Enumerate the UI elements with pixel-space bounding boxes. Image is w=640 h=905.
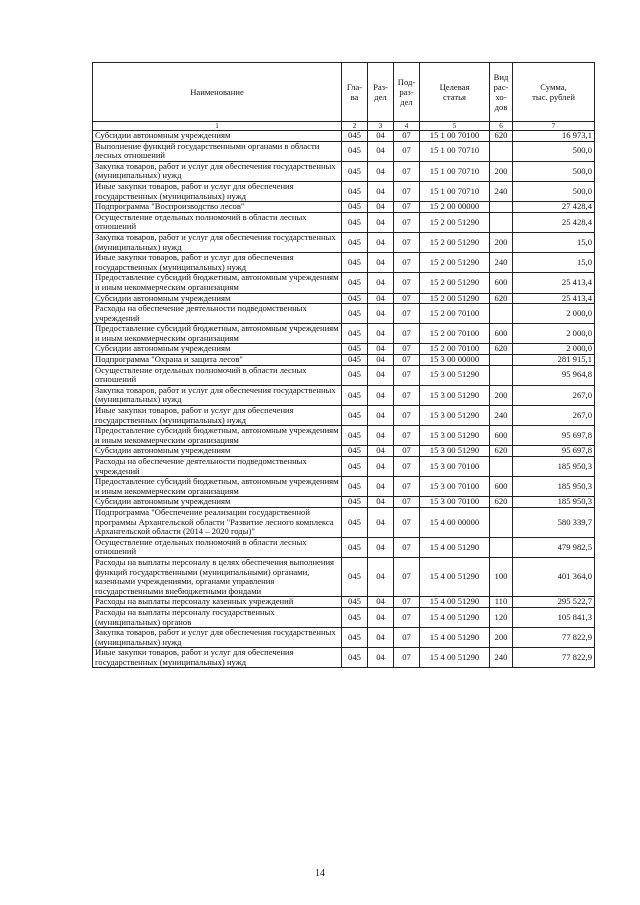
row-expense-type (490, 212, 513, 232)
row-name: Подпрограмма "Воспроизводство лесов" (93, 202, 342, 213)
row-expense-type (490, 141, 513, 161)
table-row (93, 507, 595, 537)
row-subsection: 07 (394, 507, 420, 537)
row-section: 04 (368, 385, 394, 405)
row-section: 04 (368, 324, 394, 344)
row-expense-type (490, 457, 513, 477)
table-row (93, 293, 595, 304)
table-row (93, 406, 595, 426)
row-subsection: 07 (394, 426, 420, 446)
row-section: 04 (368, 212, 394, 232)
row-chapter: 045 (342, 537, 368, 557)
row-name: Расходы на обеспечение деятельности подведомственных учреждений (93, 457, 342, 477)
row-target: 15 3 00 70100 (420, 497, 490, 508)
row-section: 04 (368, 161, 394, 181)
row-amount: 25 413,4 (513, 273, 595, 293)
row-chapter: 045 (342, 446, 368, 457)
row-name: Закупка товаров, работ и услуг для обеспечения государственных (муниципальных) нужд (93, 232, 342, 252)
table-row (93, 446, 595, 457)
header-amount: Сумма, тыс. рублей (513, 63, 595, 122)
row-expense-type: 240 (490, 253, 513, 273)
header-row (93, 63, 595, 122)
row-subsection: 07 (394, 446, 420, 457)
row-expense-type: 240 (490, 648, 513, 668)
row-target: 15 2 00 00000 (420, 202, 490, 213)
row-subsection: 07 (394, 273, 420, 293)
row-subsection: 07 (394, 365, 420, 385)
row-name: Закупка товаров, работ и услуг для обеспечения государственных (муниципальных) нужд (93, 628, 342, 648)
row-section: 04 (368, 497, 394, 508)
row-subsection: 07 (394, 628, 420, 648)
row-chapter: 045 (342, 648, 368, 668)
row-name: Иные закупки товаров, работ и услуг для обеспечения государственных (муниципальных) нужд (93, 648, 342, 668)
header-chapter: Гла- ва (342, 63, 368, 122)
row-expense-type: 620 (490, 497, 513, 508)
row-amount: 105 841,3 (513, 607, 595, 627)
row-amount: 15,0 (513, 253, 595, 273)
row-name: Субсидии автономным учреждениям (93, 446, 342, 457)
row-section: 04 (368, 232, 394, 252)
table-row (93, 273, 595, 293)
row-chapter: 045 (342, 293, 368, 304)
table-row (93, 181, 595, 201)
row-name: Предоставление субсидий бюджетным, автономным учреждениям и иным некоммерческим организациям (93, 426, 342, 446)
row-expense-type: 620 (490, 293, 513, 304)
row-name: Закупка товаров, работ и услуг для обеспечения государственных (муниципальных) нужд (93, 385, 342, 405)
row-target: 15 2 00 51290 (420, 212, 490, 232)
table-row (93, 202, 595, 213)
row-subsection: 07 (394, 212, 420, 232)
row-subsection: 07 (394, 324, 420, 344)
row-chapter: 045 (342, 355, 368, 366)
row-chapter: 045 (342, 507, 368, 537)
row-chapter: 045 (342, 365, 368, 385)
row-section: 04 (368, 648, 394, 668)
column-number: 6 (490, 122, 513, 131)
row-chapter: 045 (342, 181, 368, 201)
table-body (93, 131, 595, 668)
row-name: Предоставление субсидий бюджетным, автономным учреждениям и иным некоммерческим организациям (93, 477, 342, 497)
row-name: Иные закупки товаров, работ и услуг для обеспечения государственных (муниципальных) нужд (93, 253, 342, 273)
row-amount: 401 364,0 (513, 557, 595, 596)
row-chapter: 045 (342, 497, 368, 508)
header-expense-type: Вид рас- хо- дов (490, 63, 513, 122)
row-name: Расходы на выплаты персоналу в целях обеспечения выполнения функций государственными (муниципальными) органами, казенными учреждениями, органами управления государственными внебюджетными фондами (93, 557, 342, 596)
row-chapter: 045 (342, 141, 368, 161)
row-amount: 479 982,5 (513, 537, 595, 557)
row-section: 04 (368, 537, 394, 557)
row-expense-type (490, 355, 513, 366)
row-name: Выполнение функций государственными органами в области лесных отношений (93, 141, 342, 161)
row-target: 15 4 00 51290 (420, 557, 490, 596)
row-chapter: 045 (342, 597, 368, 608)
row-subsection: 07 (394, 232, 420, 252)
row-subsection: 07 (394, 406, 420, 426)
row-target: 15 2 00 70100 (420, 324, 490, 344)
row-name: Предоставление субсидий бюджетным, автономным учреждениям и иным некоммерческим организациям (93, 324, 342, 344)
row-target: 15 1 00 70100 (420, 131, 490, 142)
row-expense-type: 620 (490, 344, 513, 355)
row-section: 04 (368, 253, 394, 273)
row-amount: 295 522,7 (513, 597, 595, 608)
row-expense-type (490, 304, 513, 324)
row-name: Расходы на выплаты персоналу государственных (муниципальных) органов (93, 607, 342, 627)
row-section: 04 (368, 628, 394, 648)
column-number: 3 (368, 122, 394, 131)
column-number: 2 (342, 122, 368, 131)
row-amount: 95 964,8 (513, 365, 595, 385)
table-row (93, 385, 595, 405)
row-name: Субсидии автономным учреждениям (93, 293, 342, 304)
row-subsection: 07 (394, 537, 420, 557)
row-chapter: 045 (342, 324, 368, 344)
row-expense-type: 200 (490, 628, 513, 648)
row-expense-type: 600 (490, 273, 513, 293)
row-section: 04 (368, 426, 394, 446)
row-chapter: 045 (342, 131, 368, 142)
row-expense-type: 200 (490, 161, 513, 181)
row-section: 04 (368, 446, 394, 457)
table-row (93, 607, 595, 627)
row-target: 15 1 00 70710 (420, 181, 490, 201)
row-chapter: 045 (342, 253, 368, 273)
row-expense-type: 110 (490, 597, 513, 608)
row-target: 15 2 00 51290 (420, 273, 490, 293)
row-chapter: 045 (342, 457, 368, 477)
table-row (93, 161, 595, 181)
row-subsection: 07 (394, 161, 420, 181)
row-section: 04 (368, 507, 394, 537)
row-name: Субсидии автономным учреждениям (93, 497, 342, 508)
row-section: 04 (368, 365, 394, 385)
row-subsection: 07 (394, 607, 420, 627)
table-row (93, 324, 595, 344)
header-section: Раз- дел (368, 63, 394, 122)
column-number: 1 (93, 122, 342, 131)
row-name: Осуществление отдельных полномочий в области лесных отношений (93, 365, 342, 385)
row-amount: 281 915,1 (513, 355, 595, 366)
row-amount: 500,0 (513, 181, 595, 201)
row-expense-type: 620 (490, 446, 513, 457)
row-target: 15 1 00 70710 (420, 161, 490, 181)
row-target: 15 3 00 51290 (420, 406, 490, 426)
row-name: Закупка товаров, работ и услуг для обеспечения государственных (муниципальных) нужд (93, 161, 342, 181)
row-target: 15 3 00 51290 (420, 365, 490, 385)
row-amount: 2 000,0 (513, 304, 595, 324)
table-row (93, 477, 595, 497)
page-number: 14 (315, 868, 325, 879)
row-chapter: 045 (342, 212, 368, 232)
row-subsection: 07 (394, 253, 420, 273)
row-expense-type: 120 (490, 607, 513, 627)
row-target: 15 3 00 51290 (420, 426, 490, 446)
table-row (93, 141, 595, 161)
row-section: 04 (368, 557, 394, 596)
row-target: 15 3 00 70100 (420, 477, 490, 497)
table-row (93, 365, 595, 385)
row-name: Субсидии автономным учреждениям (93, 131, 342, 142)
row-target: 15 3 00 00000 (420, 355, 490, 366)
row-subsection: 07 (394, 304, 420, 324)
row-chapter: 045 (342, 273, 368, 293)
row-chapter: 045 (342, 628, 368, 648)
row-target: 15 1 00 70710 (420, 141, 490, 161)
row-section: 04 (368, 131, 394, 142)
row-expense-type: 240 (490, 181, 513, 201)
row-expense-type (490, 507, 513, 537)
row-name: Осуществление отдельных полномочий в области лесных отношений (93, 537, 342, 557)
row-name: Предоставление субсидий бюджетным, автономным учреждениям и иным некоммерческим организациям (93, 273, 342, 293)
row-target: 15 4 00 51290 (420, 648, 490, 668)
row-target: 15 3 00 51290 (420, 446, 490, 457)
row-section: 04 (368, 304, 394, 324)
header-target: Целевая статья (420, 63, 490, 122)
table-row (93, 648, 595, 668)
row-amount: 16 973,1 (513, 131, 595, 142)
row-section: 04 (368, 141, 394, 161)
row-target: 15 4 00 00000 (420, 507, 490, 537)
row-section: 04 (368, 181, 394, 201)
row-chapter: 045 (342, 161, 368, 181)
row-expense-type: 600 (490, 426, 513, 446)
row-subsection: 07 (394, 457, 420, 477)
row-expense-type: 240 (490, 406, 513, 426)
header-name: Наименование (93, 63, 342, 122)
table-row (93, 344, 595, 355)
row-target: 15 2 00 51290 (420, 293, 490, 304)
row-name: Осуществление отдельных полномочий в области лесных отношений (93, 212, 342, 232)
column-number: 7 (513, 122, 595, 131)
table-row (93, 253, 595, 273)
row-expense-type (490, 537, 513, 557)
row-subsection: 07 (394, 557, 420, 596)
row-expense-type: 200 (490, 385, 513, 405)
row-chapter: 045 (342, 406, 368, 426)
row-section: 04 (368, 477, 394, 497)
table-row (93, 557, 595, 596)
row-amount: 27 428,4 (513, 202, 595, 213)
row-amount: 25 413,4 (513, 293, 595, 304)
row-section: 04 (368, 597, 394, 608)
row-subsection: 07 (394, 202, 420, 213)
row-amount: 267,0 (513, 406, 595, 426)
row-target: 15 2 00 70100 (420, 304, 490, 324)
row-amount: 25 428,4 (513, 212, 595, 232)
row-subsection: 07 (394, 293, 420, 304)
row-expense-type: 100 (490, 557, 513, 596)
row-amount: 500,0 (513, 161, 595, 181)
row-section: 04 (368, 293, 394, 304)
row-chapter: 045 (342, 426, 368, 446)
row-section: 04 (368, 344, 394, 355)
row-chapter: 045 (342, 477, 368, 497)
row-subsection: 07 (394, 355, 420, 366)
row-section: 04 (368, 273, 394, 293)
row-amount: 2 000,0 (513, 324, 595, 344)
row-amount: 15,0 (513, 232, 595, 252)
row-amount: 77 822,9 (513, 648, 595, 668)
row-chapter: 045 (342, 202, 368, 213)
row-expense-type (490, 365, 513, 385)
row-amount: 2 000,0 (513, 344, 595, 355)
table-row (93, 355, 595, 366)
row-chapter: 045 (342, 232, 368, 252)
row-section: 04 (368, 406, 394, 426)
row-name: Иные закупки товаров, работ и услуг для обеспечения государственных (муниципальных) нужд (93, 181, 342, 201)
row-target: 15 2 00 51290 (420, 232, 490, 252)
row-subsection: 07 (394, 131, 420, 142)
table-row (93, 304, 595, 324)
table-row (93, 131, 595, 142)
row-chapter: 045 (342, 344, 368, 355)
row-amount: 185 950,3 (513, 457, 595, 477)
row-subsection: 07 (394, 648, 420, 668)
row-subsection: 07 (394, 141, 420, 161)
row-section: 04 (368, 457, 394, 477)
row-name: Субсидии автономным учреждениям (93, 344, 342, 355)
row-expense-type: 600 (490, 477, 513, 497)
row-amount: 500,0 (513, 141, 595, 161)
row-section: 04 (368, 355, 394, 366)
row-target: 15 4 00 51290 (420, 537, 490, 557)
row-amount: 95 697,8 (513, 426, 595, 446)
row-expense-type: 600 (490, 324, 513, 344)
row-subsection: 07 (394, 477, 420, 497)
table-row (93, 212, 595, 232)
row-target: 15 4 00 51290 (420, 607, 490, 627)
row-chapter: 045 (342, 607, 368, 627)
row-amount: 77 822,9 (513, 628, 595, 648)
row-chapter: 045 (342, 557, 368, 596)
row-target: 15 4 00 51290 (420, 597, 490, 608)
table-row (93, 426, 595, 446)
row-name: Расходы на выплаты персоналу казенных учреждений (93, 597, 342, 608)
row-expense-type: 200 (490, 232, 513, 252)
column-number: 4 (394, 122, 420, 131)
row-amount: 95 697,8 (513, 446, 595, 457)
row-chapter: 045 (342, 304, 368, 324)
row-subsection: 07 (394, 597, 420, 608)
row-target: 15 2 00 70100 (420, 344, 490, 355)
row-chapter: 045 (342, 385, 368, 405)
row-subsection: 07 (394, 497, 420, 508)
table-row (93, 497, 595, 508)
row-subsection: 07 (394, 385, 420, 405)
row-target: 15 3 00 70100 (420, 457, 490, 477)
row-amount: 185 950,3 (513, 497, 595, 508)
row-name: Подпрограмма "Обеспечение реализации государственной программы Архангельской области "Развитие лесного комплекса Архангельской области (2014 – 2020 годы)" (93, 507, 342, 537)
row-name: Подпрограмма "Охрана и защита лесов" (93, 355, 342, 366)
row-section: 04 (368, 607, 394, 627)
table-row (93, 457, 595, 477)
table-row (93, 597, 595, 608)
row-name: Иные закупки товаров, работ и услуг для обеспечения государственных (муниципальных) нужд (93, 406, 342, 426)
row-section: 04 (368, 202, 394, 213)
row-expense-type (490, 202, 513, 213)
table-row (93, 232, 595, 252)
table-row (93, 537, 595, 557)
row-target: 15 4 00 51290 (420, 628, 490, 648)
row-subsection: 07 (394, 344, 420, 355)
row-name: Расходы на обеспечение деятельности подведомственных учреждений (93, 304, 342, 324)
row-subsection: 07 (394, 181, 420, 201)
row-expense-type: 620 (490, 131, 513, 142)
row-amount: 267,0 (513, 385, 595, 405)
row-target: 15 2 00 51290 (420, 253, 490, 273)
row-amount: 580 339,7 (513, 507, 595, 537)
budget-table (92, 62, 595, 668)
table-row (93, 628, 595, 648)
column-number: 5 (420, 122, 490, 131)
row-target: 15 3 00 51290 (420, 385, 490, 405)
row-amount: 185 950,3 (513, 477, 595, 497)
header-subsection: Под- раз- дел (394, 63, 420, 122)
